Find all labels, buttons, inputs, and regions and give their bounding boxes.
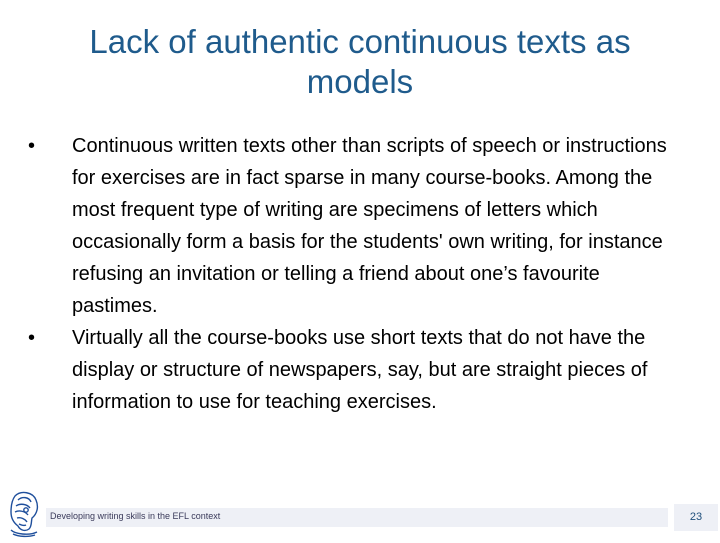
footer-bar	[46, 508, 668, 527]
bullet-item	[28, 322, 678, 418]
footer-text: Developing writing skills in the EFL context	[50, 511, 221, 521]
university-head-logo-icon	[5, 490, 43, 538]
bullet-item	[28, 130, 678, 322]
slide-title: Lack of authentic continuous texts as models	[89, 23, 631, 100]
bullet-marker: •	[28, 135, 36, 157]
bullet-text: Virtually all the course-books use short texts that do not have the display or structure of newspapers, say, but are straight pieces of information to use for teaching exercises.	[72, 327, 648, 413]
page-number: 23	[674, 504, 718, 531]
bullet-list	[28, 130, 678, 418]
bullet-text: Continuous written texts other than scripts of speech or instructions for exercises are in fact sparse in many course-books. Among the most frequent type of writing are specimens of letters which occasionally form a basis for the students' own writing, for instance refusing an invitation or telling a friend about one’s favourite pastimes.	[72, 135, 667, 317]
bullet-marker: •	[28, 327, 36, 349]
